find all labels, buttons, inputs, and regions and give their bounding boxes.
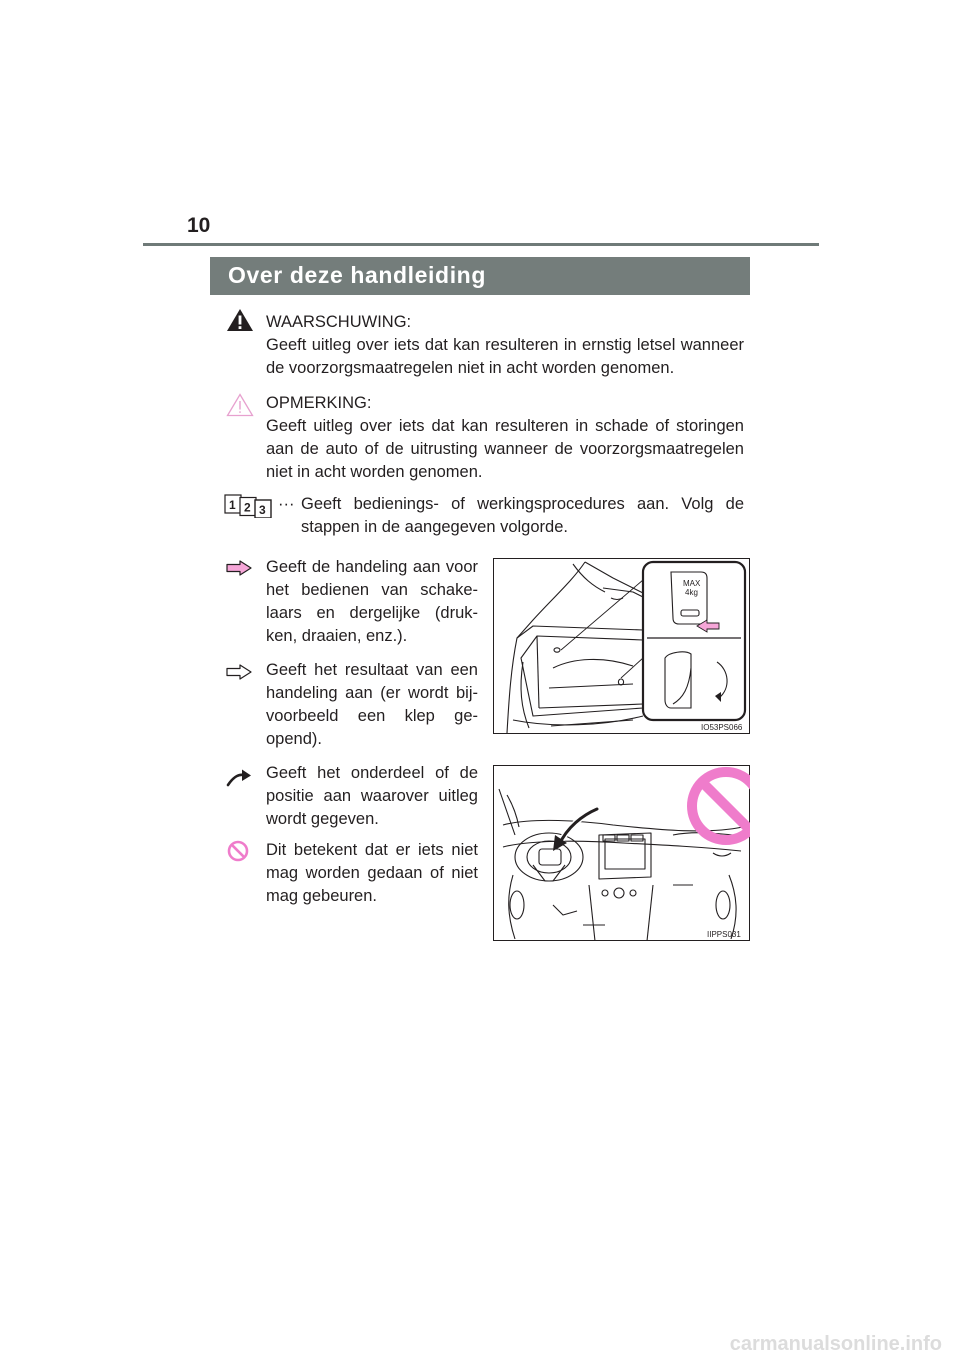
operation-text: Geeft de handeling aan voor het bedienen van schake-laars en dergelijke (druk-ken, draaien, enz.). <box>266 558 478 645</box>
filled-arrow-icon <box>226 560 252 576</box>
dashboard-illustration <box>493 765 750 941</box>
step-number-3: 3 <box>259 503 266 517</box>
prohibition-text: Dit betekent dat er iets niet mag worden gedaan of niet mag gebeuren. <box>266 841 478 905</box>
illustration-1-code: IO53PS066 <box>701 723 743 732</box>
watermark <box>0 1333 960 1356</box>
section-title: Over deze handleiding <box>228 262 486 288</box>
trunk-hook-illustration <box>493 558 750 734</box>
warning-heading: WAARSCHUWING: <box>266 313 412 331</box>
hook-max-label: MAX <box>683 579 701 588</box>
step-number-1: 1 <box>229 498 236 512</box>
curved-arrow-icon <box>226 768 252 788</box>
step-number-2: 2 <box>244 500 251 515</box>
outline-arrow-icon <box>226 664 252 680</box>
illustration-2-code: IIPPS031 <box>707 930 741 939</box>
hook-weight-label: 4kg <box>685 588 698 597</box>
prohibition-icon <box>227 840 249 862</box>
component-text: Geeft het onderdeel of de positie aan waarover uitleg wordt gegeven. <box>266 764 478 828</box>
section-banner <box>210 257 750 295</box>
notice-block <box>266 392 744 484</box>
warning-triangle-filled-icon <box>226 308 254 332</box>
result-text: Geeft het resultaat van een handeling aan (er wordt bij-voorbeeld een klep ge-opend). <box>266 661 478 748</box>
page-number: 10 <box>187 214 211 237</box>
notice-heading: OPMERKING: <box>266 394 372 412</box>
steps-text: Geeft bedienings- of werkingsprocedures aan. Volg de stappen in de aangegeven volgorde. <box>301 495 744 536</box>
warning-text: Geeft uitleg over iets dat kan resulteren in ernstig letsel wanneer de voorzorgsmaatregelen niet in acht worden genomen. <box>266 336 744 377</box>
notice-text: Geeft uitleg over iets dat kan resulteren in schade of storingen aan de auto of de uitrusting wanneer de voorzorgsmaatregelen niet in acht worden genomen. <box>266 417 744 481</box>
warning-block <box>266 311 744 380</box>
step-numbers-icon <box>224 494 274 518</box>
header-rule <box>143 243 819 246</box>
watermark-text: carmanualsonline.info <box>729 1333 942 1355</box>
warning-triangle-outline-icon <box>226 393 254 417</box>
steps-separator: ··· <box>278 495 295 513</box>
